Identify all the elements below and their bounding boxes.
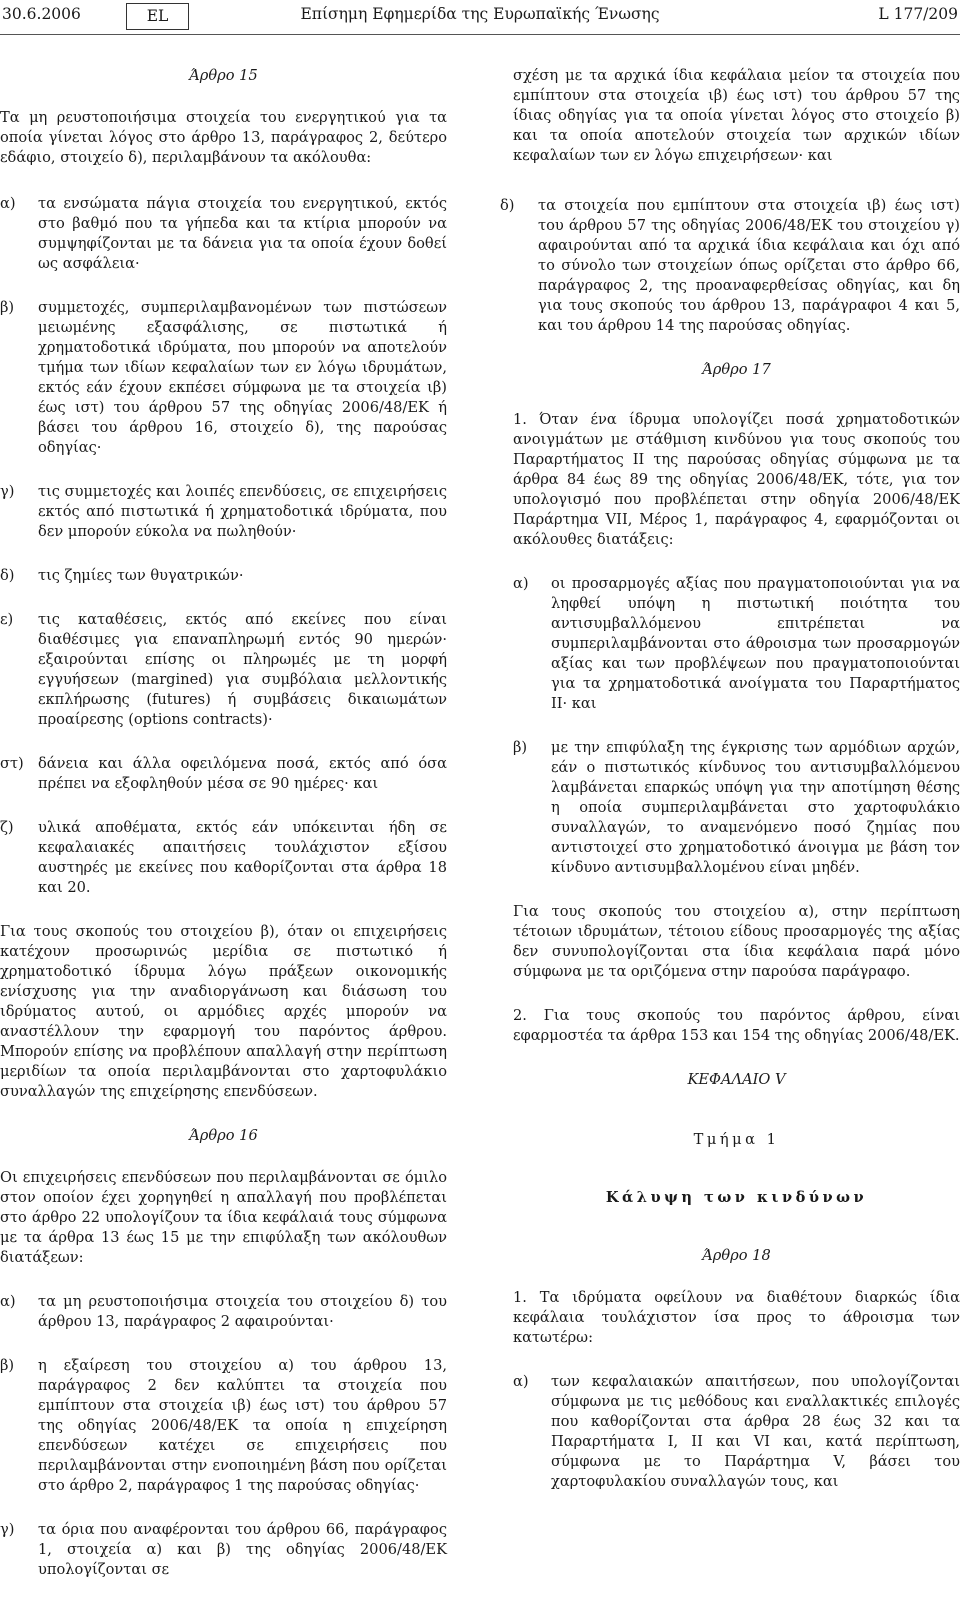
item-text: δάνεια και άλλα οφειλόμενα ποσά, εκτός από όσα πρέπει να εξοφληθούν μέσα σε 90 ημέρες· και <box>38 755 447 792</box>
article-16-intro: Οι επιχειρήσεις επενδύσεων που περιλαμβάνονται σε όμιλο στον οποίον έχει χορηγηθεί η απαλλαγή που προβλέπεται στο άρθρο 22 υπολογίζουν τα ίδια κεφάλαιά τους σύμφωνα με τα άρθρα 13 έως 15 με την επιφύλαξη των ακόλουθων διατάξεων: <box>0 1169 447 1266</box>
list-item <box>0 610 447 730</box>
item-text: υλικά αποθέματα, εκτός εάν υπόκεινται ήδη σε κεφαλαιακές απαιτήσεις τουλάχιστον εξίσου αυστηρές με εκείνες που καθορίζονται στα άρθρα 18 και 20. <box>38 819 447 896</box>
article-17-para-2: 2. Για τους σκοπούς του παρόντος άρθρου, είναι εφαρμοστέα τα άρθρα 153 και 154 της οδηγίας 2006/48/ΕΚ. <box>513 1007 960 1044</box>
item-text: οι προσαρμογές αξίας που πραγματοποιούνται για να ληφθεί υπόψη η πιστωτική ποιότητα του αντισυμβαλλόμενου επιτρέπεται να συμπεριλαμβάνονται στο άθροισμα των προσαρμογών αξίας και των προβλέψεων που πραγματοποιούνται για τα χρηματοδοτικά ανοίγματα του Παραρτήματος ΙΙ· και <box>551 575 960 712</box>
article-15-intro: Τα μη ρευστοποιήσιμα στοιχεία του ενεργητικού για τα οποία γίνεται λόγος στο άρθρο 13, παράγραφος 2, δεύτερο εδάφιο, στοιχείο δ), περιλαμβάνουν τα ακόλουθα: <box>0 109 447 166</box>
item-text: τα ενσώματα πάγια στοιχεία του ενεργητικού, εκτός στο βαθμό που τα γήπεδα και τα κτίρια μπορούν να συμψηφίζονται με τα δάνεια για τα οποία έχουν δοθεί ως ασφάλεια· <box>38 195 447 272</box>
item-text: τα στοιχεία που εμπίπτουν στα στοιχεία ιβ) έως ιστ) του άρθρου 57 της οδηγίας 2006/48/ΕΚ του στοιχείου γ) αφαιρούνται από τα αρχικά ίδια κεφάλαια και όχι από το σύνολο των στοιχείων όπως ορίζεται στο άρθρο 66, παράγραφος 2, της προαναφερθείσας οδηγίας, και δη για τους σκοπούς του άρθρου 13, παράγραφοι 4 και 5, και του άρθρου 14 της παρούσας οδηγίας. <box>538 197 960 334</box>
list-item <box>0 1520 447 1580</box>
publication-date: 30.6.2006 <box>2 5 81 23</box>
item-text: τα όρια που αναφέρονται του άρθρου 66, παράγραφος 1, στοιχεία α) και β) της οδηγίας 2006/48/ΕΚ υπολογίζονται σε <box>38 1521 447 1578</box>
section-heading: Τμήμα 1 <box>693 1131 780 1148</box>
article-17-para-1: 1. Όταν ένα ίδρυμα υπολογίζει ποσά χρηματοδοτικών ανοιγμάτων με στάθμιση κινδύνου για τους σκοπούς του Παραρτήματος ΙΙ της παρούσας οδηγίας σύμφωνα με τα άρθρα 84 έως 89 της οδηγίας 2006/48/ΕΚ, τότε, για τον υπολογισμό που προβλέπεται στην οδηγία 2006/48/ΕΚ Παράρτημα VII, Μέρος 1, παράγραφος 4, εφαρμόζονται οι ακόλουθες διατάξεις: <box>513 411 960 548</box>
item-label: β) <box>513 739 528 756</box>
item-label: β) <box>0 1357 15 1374</box>
list-item <box>513 574 960 714</box>
list-item <box>500 196 960 336</box>
list-item <box>0 754 447 794</box>
item-text: των κεφαλαιακών απαιτήσεων, που υπολογίζονται σύμφωνα με τις μεθόδους και εναλλακτικές επιλογές που καθορίζονται στα άρθρα 28 έως 32 και τα Παραρτήματα Ι, ΙΙ και VI και, κατά περίπτωση, σύμφωνα με το Παράρτημα V, βάσει του χαρτοφυλακίου συναλλαγών τους, και <box>551 1373 960 1490</box>
list-item <box>0 1292 447 1332</box>
item-text: τα μη ρευστοποιήσιμα στοιχεία του στοιχείου δ) του άρθρου 13, παράγραφος 2 αφαιρούνται· <box>38 1293 447 1330</box>
language-badge: EL <box>126 3 189 30</box>
article-17-closing: Για τους σκοπούς του στοιχείου α), στην περίπτωση τέτοιων ιδρυμάτων, τέτοιου είδους προσαρμογές της αξίας δεν συνυπολογίζονται στα ίδια κεφάλαια παρά μόνο σύμφωνα με τα οριζόμενα στην παρούσα παράγραφο. <box>513 903 960 980</box>
item-text: με την επιφύλαξη της έγκρισης των αρμόδιων αρχών, εάν ο πιστωτικός κίνδυνος του αντισυμβαλλόμενου λαμβάνεται επαρκώς υπόψη για την αποτίμηση θέσης η οποία συμπεριλαμβάνεται στο χαρτοφυλάκιο συναλλαγών, το αναμενόμενο ποσό ζημίας που αντιστοιχεί στο χρηματοδοτικό άνοιγμα με βάση τον κίνδυνο αντισυμβαλλομένου είναι μηδέν. <box>551 739 960 876</box>
item-label: ε) <box>0 611 14 628</box>
article-15-closing: Για τους σκοπούς του στοιχείου β), όταν οι επιχειρήσεις κατέχουν προσωρινώς μερίδια σε πιστωτικό ή χρηματοδοτικό ίδρυμα λόγω πράξεων οικονομικής ενίσχυσης για την αναδιοργάνωση και διάσωση του ιδρύματος αυτού, οι αρμόδιες αρχές μπορούν να αναστέλλουν την εφαρμογή του παρόντος άρθρου. Μπορούν επίσης να προβλέπουν απαλλαγή στην περίπτωση μεριδίων τα οποία περιλαμβάνονται στο χαρτοφυλάκιο συναλλαγών της επιχείρησης επενδύσεων. <box>0 923 447 1100</box>
list-item <box>513 1372 960 1492</box>
chapter-heading: ΚΕΦΑΛΑΙΟ V <box>687 1071 786 1088</box>
article-15-title: Άρθρο 15 <box>189 67 258 84</box>
article-17-title: Άρθρο 17 <box>702 361 771 378</box>
page-reference: L 177/209 <box>878 5 958 23</box>
item-text: η εξαίρεση του στοιχείου α) του άρθρου 13, παράγραφος 2 δεν καλύπτει τα στοιχεία που εμπίπτουν στα στοιχεία ιβ) έως ιστ) του άρθρου 57 της οδηγίας 2006/48/ΕΚ τα οποία η επιχείρηση επενδύσεων κατέχει σε επιχειρήσεις που περιλαμβάνονται στην ενοποιημένη βάση που ορίζεται στο άρθρο 2, παράγραφος 1 της παρούσας οδηγίας· <box>38 1357 447 1494</box>
item-text: τις ζημίες των θυγατρικών· <box>38 567 244 584</box>
item-label: δ) <box>500 197 515 214</box>
item-label: γ) <box>0 483 15 500</box>
item-label: γ) <box>0 1521 15 1538</box>
item-label: α) <box>513 1373 529 1390</box>
item-text: συμμετοχές, συμπεριλαμβανομένων των πιστώσεων μειωμένης εξασφάλισης, σε πιστωτικά ή χρηματοδοτικά ιδρύματα, που μπορούν να αποτελούν τμήμα των ιδίων κεφαλαίων των εν λόγω ιδρυμάτων, εκτός εάν έχουν εκπέσει σύμφωνα με τα στοιχεία ιβ) έως ιστ) του άρθρου 57 της οδηγίας 2006/48/ΕΚ ή βάσει του άρθρου 16, στοιχείο δ), της παρούσας οδηγίας· <box>38 299 447 456</box>
item-label: ζ) <box>0 819 14 836</box>
item-label: στ) <box>0 755 24 772</box>
article-18-title: Άρθρο 18 <box>702 1247 771 1264</box>
item-label: δ) <box>0 567 15 584</box>
right-column <box>500 52 960 1516</box>
list-item <box>0 194 447 274</box>
list-item <box>0 298 447 458</box>
journal-title: Επίσημη Εφημερίδα της Ευρωπαϊκής Ένωσης <box>300 5 660 23</box>
item-text: τις καταθέσεις, εκτός από εκείνες που είναι διαθέσιμες για επαναπληρωμή εντός 90 ημερών· εξαιρούνται επίσης οι πληρωμές με τη μορφή εγγυήσεων (margined) για συμβόλαια μελλοντικής εκπλήρωσης (futures) ή συμβάσεις δικαιωμάτων προαίρεσης (options contracts)· <box>38 611 447 728</box>
list-item <box>513 738 960 878</box>
item-label: α) <box>0 195 16 212</box>
article-16-title: Άρθρο 16 <box>189 1127 258 1144</box>
section-title: Κάλυψη των κινδύνων <box>605 1189 868 1206</box>
item-label: β) <box>0 299 15 316</box>
item-label: α) <box>0 1293 16 1310</box>
list-item <box>0 482 447 542</box>
item-text: τις συμμετοχές και λοιπές επενδύσεις, σε επιχειρήσεις εκτός από πιστωτικά ή χρηματοδοτικά ιδρύματα, που δεν μπορούν εύκολα να πωληθούν· <box>38 483 447 540</box>
article-18-para-1: 1. Τα ιδρύματα οφείλουν να διαθέτουν διαρκώς ίδια κεφάλαια τουλάχιστον ίσα προς το άθροισμα των κατωτέρω: <box>513 1289 960 1346</box>
list-item <box>0 1356 447 1496</box>
left-column <box>0 52 447 1604</box>
page-header <box>0 0 960 35</box>
item-label: α) <box>513 575 529 592</box>
list-item <box>0 566 447 586</box>
continuation-paragraph: σχέση με τα αρχικά ίδια κεφάλαια μείον τα στοιχεία που εμπίπτουν στα στοιχεία ιβ) έως ιστ) του άρθρου 57 της ίδιας οδηγίας για τα οποία γίνεται λόγος στο στοιχείο β) και τα οποία αποτελούν στοιχεία των αρχικών ιδίων κεφαλαίων των εν λόγω επιχειρήσεων· και <box>513 67 960 164</box>
list-item <box>0 818 447 898</box>
